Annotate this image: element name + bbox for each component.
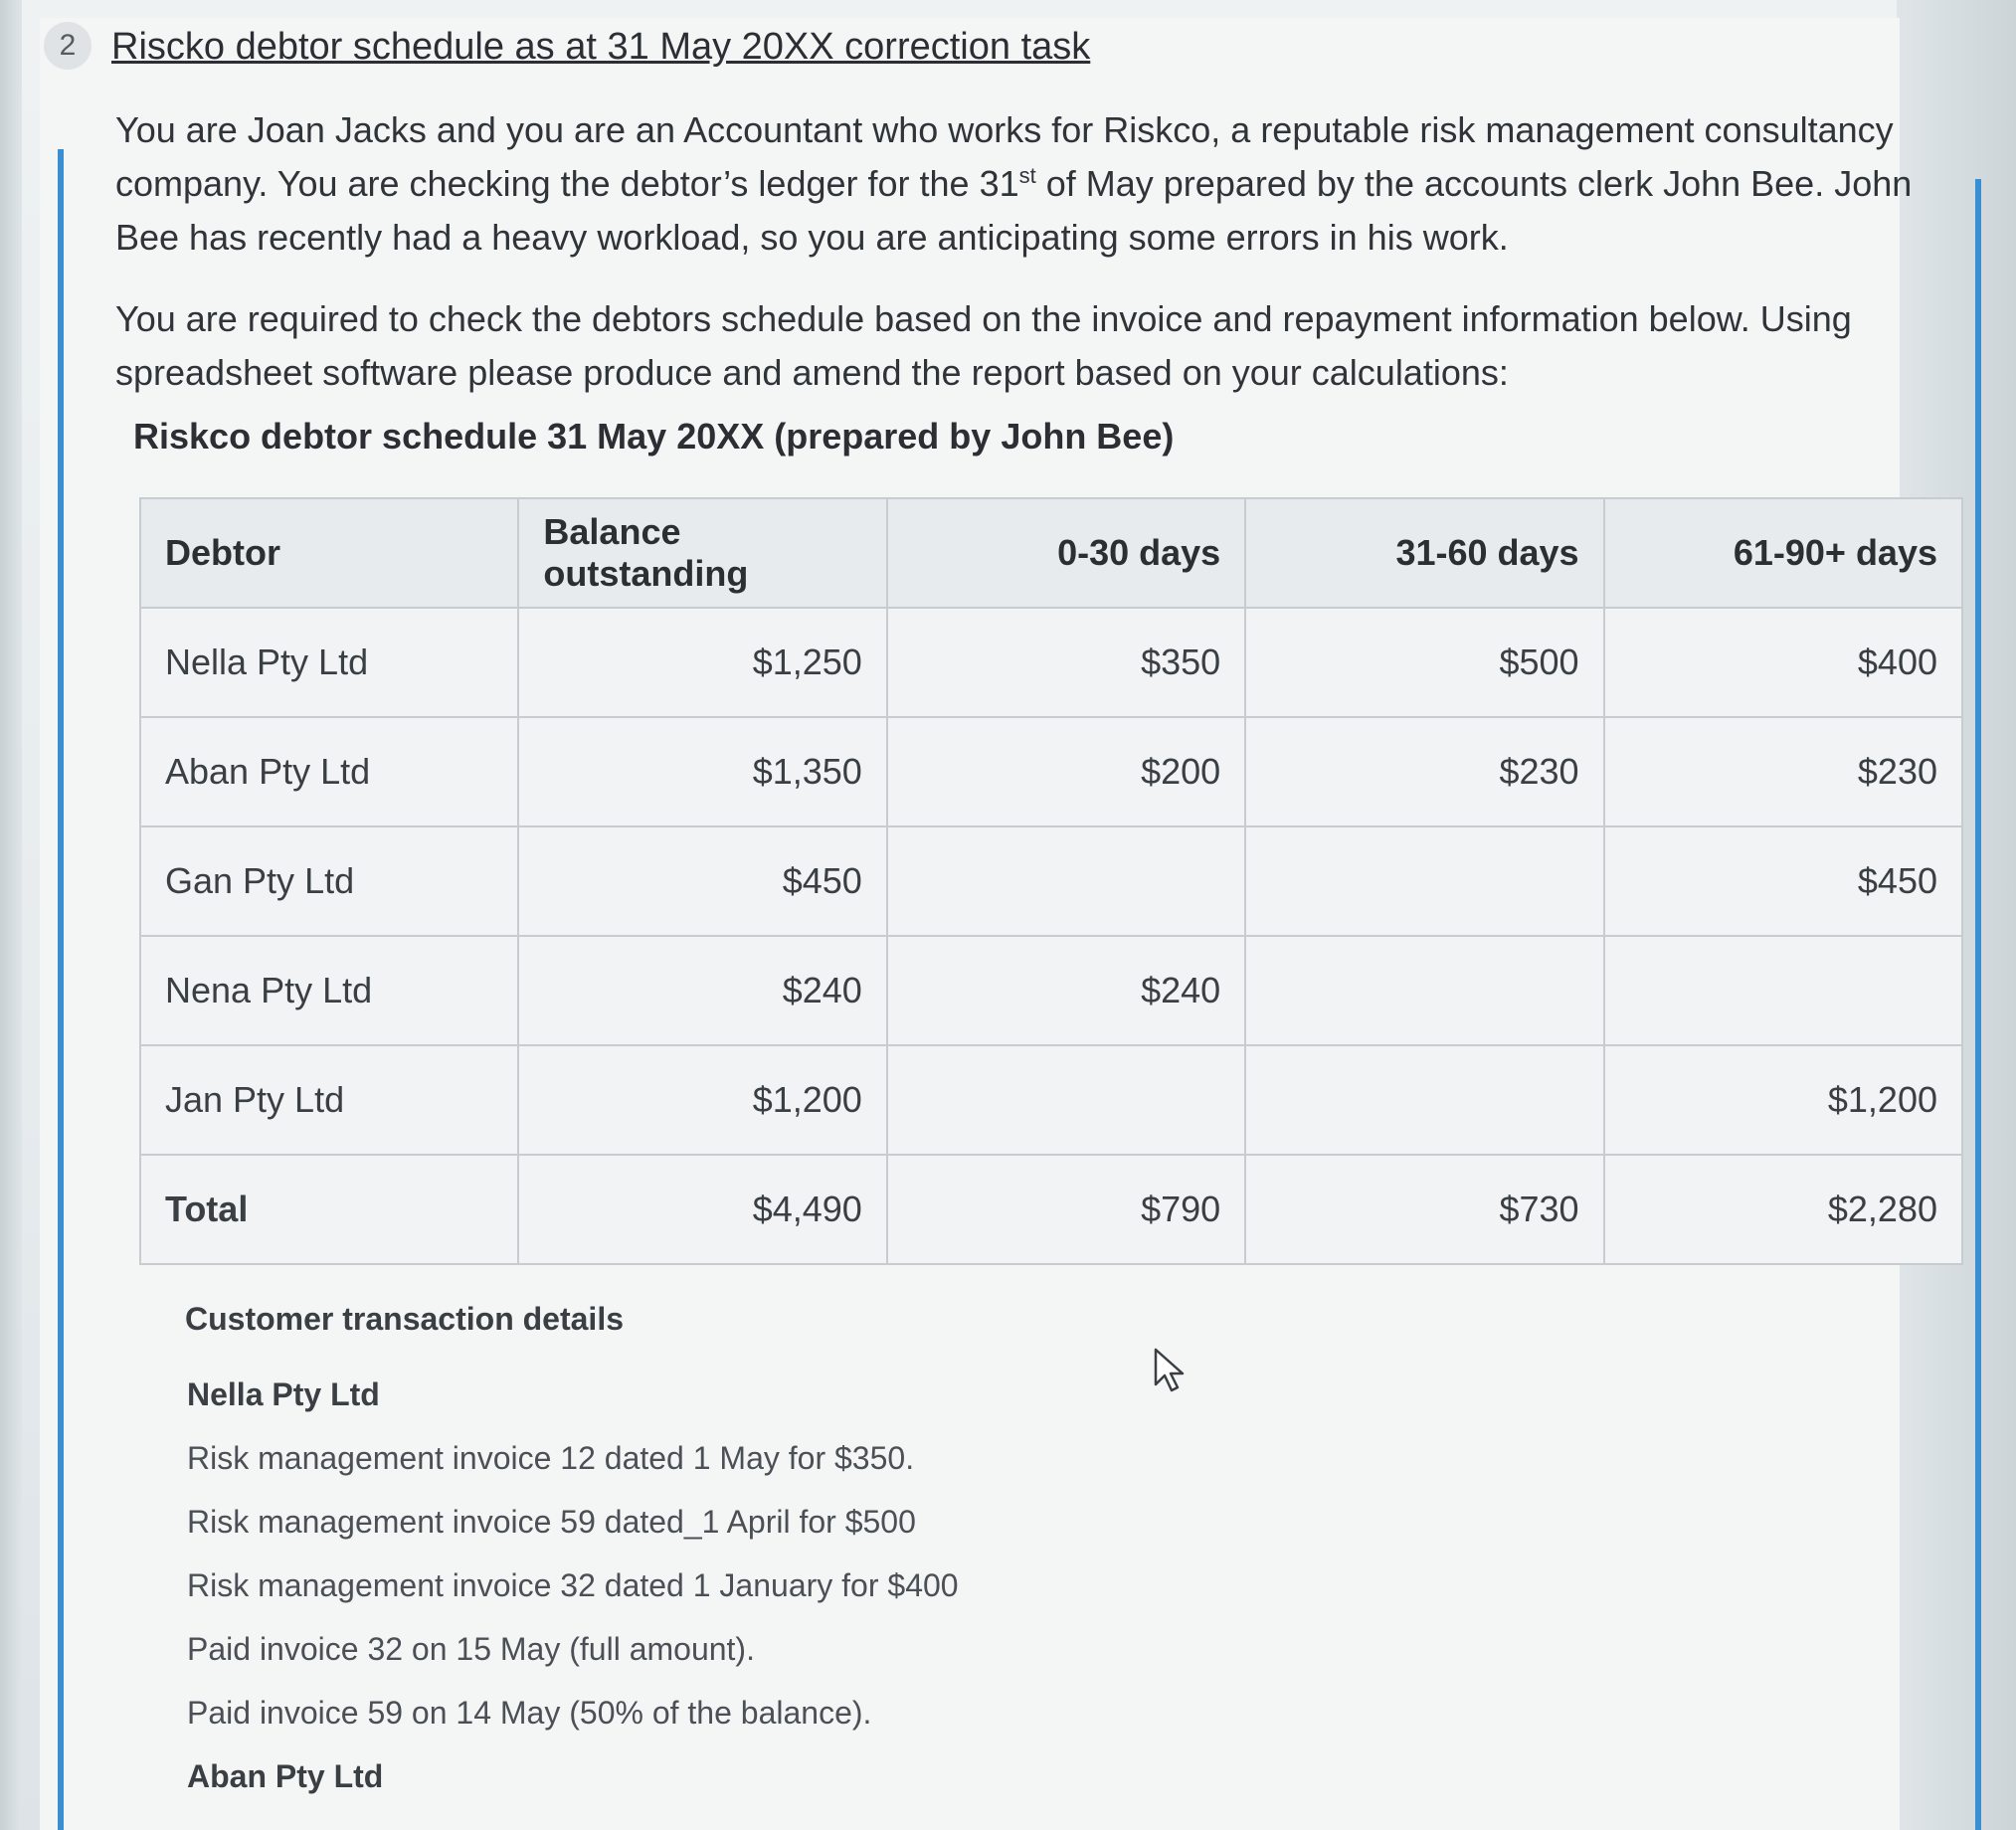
header-0-30-days: 0-30 days — [887, 498, 1245, 608]
table-row — [140, 608, 1962, 717]
total-row — [140, 1155, 1962, 1264]
transaction-line: Paid invoice 32 on 15 May (full amount). — [187, 1631, 755, 1667]
company-name: Aban Pty Ltd — [187, 1758, 384, 1794]
table-header-row — [140, 498, 1962, 608]
amount-0-30-days: $240 — [887, 936, 1245, 1045]
balance-outstanding: $1,200 — [518, 1045, 886, 1155]
header-balance-outstanding: Balance outstanding — [518, 498, 886, 608]
table-row — [140, 1045, 1962, 1155]
amount-0-30-days — [887, 1045, 1245, 1155]
transaction-line: Risk management invoice 59 dated_1 April for $500 — [187, 1504, 916, 1540]
header-debtor: Debtor — [140, 498, 518, 608]
company-name: Nella Pty Ltd — [187, 1376, 380, 1412]
schedule-caption: Riskco debtor schedule 31 May 20XX (prepared by John Bee) — [133, 416, 1175, 457]
transaction-line: Paid invoice 59 on 14 May (50% of the balance). — [187, 1695, 872, 1731]
amount-31-60-days — [1245, 1045, 1603, 1155]
debtor-name: Nena Pty Ltd — [140, 936, 518, 1045]
instructions-paragraph: You are required to check the debtors schedule based on the invoice and repayment information below. Using spreadsheet software please produce and amend the report based on your calculations: — [115, 298, 1852, 393]
debtor-name: Aban Pty Ltd — [140, 717, 518, 826]
intro-superscript: st — [1018, 163, 1036, 188]
total-61-90-days: $2,280 — [1604, 1155, 1962, 1264]
debtor-schedule-table — [139, 497, 1963, 1265]
total-label: Total — [140, 1155, 518, 1264]
amount-61-90-days: $400 — [1604, 608, 1962, 717]
amount-61-90-days: $1,200 — [1604, 1045, 1962, 1155]
question-title: Riscko debtor schedule as at 31 May 20XX correction task — [111, 26, 1091, 68]
balance-outstanding: $1,250 — [518, 608, 886, 717]
transaction-line: Risk management invoice 12 dated 1 May for $350. — [187, 1440, 915, 1476]
total-0-30-days: $790 — [887, 1155, 1245, 1264]
amount-0-30-days: $200 — [887, 717, 1245, 826]
balance-outstanding: $450 — [518, 826, 886, 936]
mouse-pointer-icon — [1152, 1347, 1188, 1394]
amount-0-30-days: $350 — [887, 608, 1245, 717]
table-row — [140, 826, 1962, 936]
total-balance: $4,490 — [518, 1155, 886, 1264]
amount-61-90-days: $450 — [1604, 826, 1962, 936]
header-61-90-days: 61-90+ days — [1604, 498, 1962, 608]
amount-31-60-days — [1245, 826, 1603, 936]
amount-31-60-days: $500 — [1245, 608, 1603, 717]
page-left-accent-border — [58, 149, 64, 1830]
transaction-details-list — [187, 1363, 1380, 1808]
intro-text-part-1: You are Joan Jacks and you are an Accountant who works for Riskco, a reputable risk management consultancy company. You are checking the debtor’s ledger for the 31 — [115, 109, 1894, 204]
debtor-name: Nella Pty Ltd — [140, 608, 518, 717]
amount-0-30-days — [887, 826, 1245, 936]
intro-paragraph — [115, 103, 1945, 265]
total-31-60-days: $730 — [1245, 1155, 1603, 1264]
debtor-name: Jan Pty Ltd — [140, 1045, 518, 1155]
balance-outstanding: $240 — [518, 936, 886, 1045]
table-row — [140, 936, 1962, 1045]
debtor-name: Gan Pty Ltd — [140, 826, 518, 936]
amount-31-60-days: $230 — [1245, 717, 1603, 826]
question-number-badge: 2 — [44, 22, 92, 70]
intro-text-part-2: of May prepared by the accounts clerk John Bee. John Bee has recently had a heavy workload, so you are anticipating some errors in his work. — [115, 163, 1913, 258]
transaction-line: Risk management invoice 32 dated 1 January for $400 — [187, 1567, 959, 1603]
balance-outstanding: $1,350 — [518, 717, 886, 826]
amount-31-60-days — [1245, 936, 1603, 1045]
header-31-60-days: 31-60 days — [1245, 498, 1603, 608]
amount-61-90-days: $230 — [1604, 717, 1962, 826]
transaction-details-heading: Customer transaction details — [185, 1301, 624, 1337]
page-right-accent-border — [1975, 179, 1981, 1830]
amount-61-90-days — [1604, 936, 1962, 1045]
table-row — [140, 717, 1962, 826]
window-left-edge — [0, 0, 22, 1830]
